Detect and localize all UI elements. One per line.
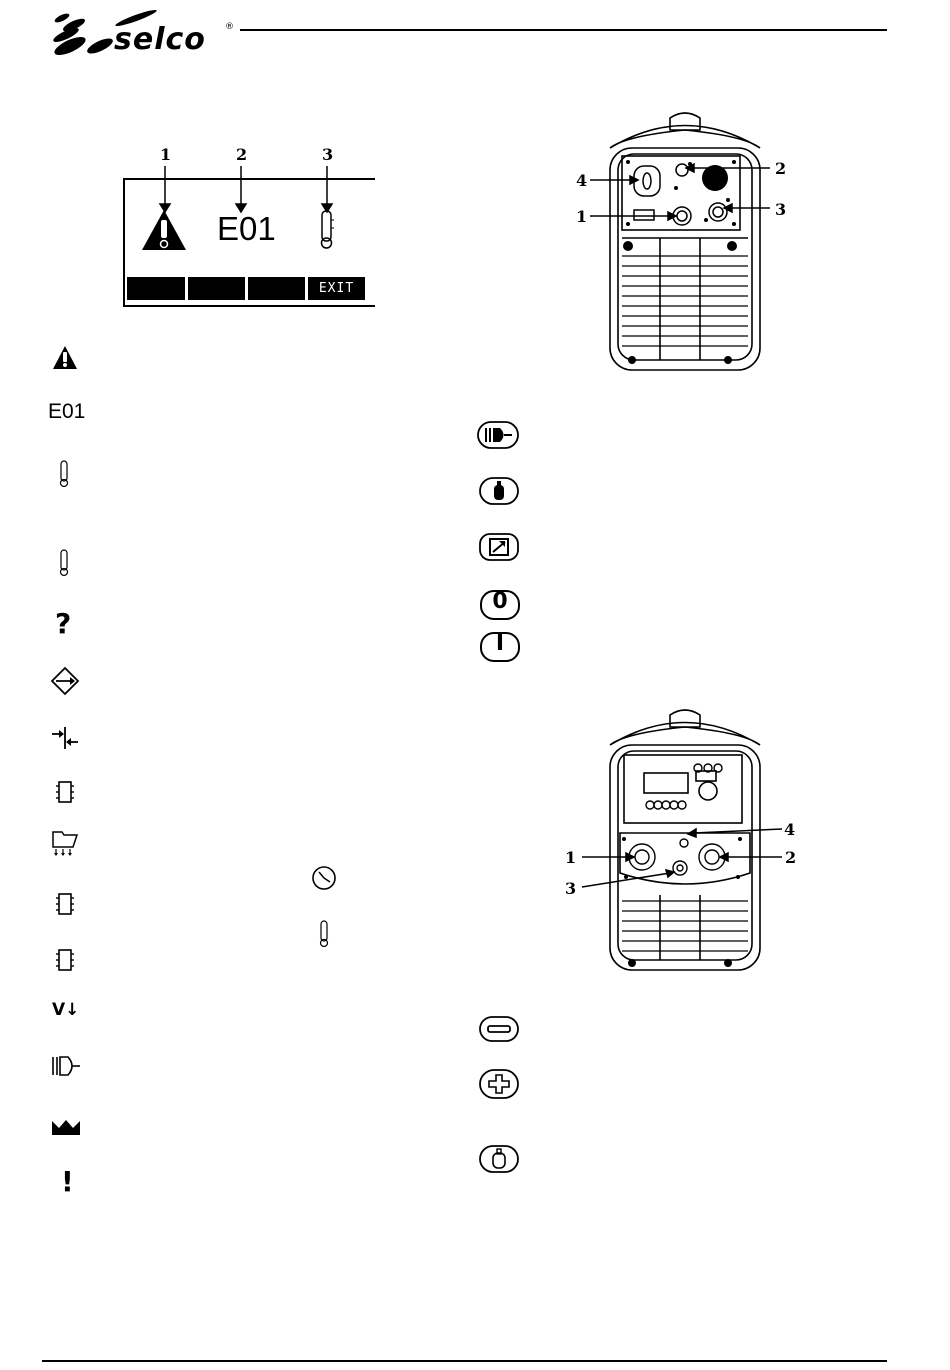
softkey-1[interactable]	[127, 277, 185, 300]
chip-icon-3	[55, 948, 75, 972]
softkey-2[interactable]	[188, 277, 245, 300]
softkey-3[interactable]	[248, 277, 305, 300]
footer-rule	[42, 1360, 887, 1362]
display-error-code: E01	[217, 210, 276, 247]
rear-callout-4: 4	[576, 171, 588, 190]
warning-icon	[52, 345, 78, 371]
mains-plug-symbol-icon	[476, 420, 520, 450]
cooling-unit-icon	[50, 829, 80, 857]
display-callout-2: 2	[236, 145, 248, 164]
exclamation-icon: !	[61, 1165, 74, 1198]
warning-triangle-icon	[140, 208, 188, 252]
chip-icon-2	[55, 892, 75, 916]
front-callout-3: 3	[565, 879, 577, 898]
front-callout-2: 2	[785, 848, 797, 867]
thermometer-icon	[316, 210, 338, 250]
crown-icon	[50, 1117, 82, 1137]
off-switch-label: 0	[492, 589, 508, 614]
header-rule	[240, 29, 887, 31]
display-callout-3: 3	[322, 145, 334, 164]
front-callout-1: 1	[565, 848, 577, 867]
remote-control-symbol-icon	[478, 532, 520, 562]
registered-mark: ®	[225, 22, 234, 32]
thermometer-small-icon	[58, 460, 70, 488]
gas-cylinder-symbol-icon	[478, 476, 520, 506]
rear-callout-3: 3	[775, 200, 787, 219]
thermometer-small-icon-3	[318, 920, 330, 948]
positive-terminal-symbol-icon	[478, 1068, 520, 1100]
plug-icon	[50, 1053, 82, 1079]
display-callout-1: 1	[160, 145, 172, 164]
arrows-inward-icon	[50, 725, 80, 751]
gas-outlet-symbol-icon	[478, 1144, 520, 1174]
softkey-exit-button[interactable]: EXIT	[308, 277, 365, 300]
negative-terminal-symbol-icon	[478, 1015, 520, 1043]
rear-callout-1: 1	[576, 207, 588, 226]
front-panel-illustration	[570, 705, 820, 977]
voltage-down-icon: V↓	[52, 1000, 80, 1020]
diamond-arrow-icon	[50, 666, 80, 696]
question-mark-icon: ?	[55, 607, 72, 640]
chip-icon	[55, 780, 75, 804]
thermometer-small-icon-2	[58, 549, 70, 577]
rear-callout-2: 2	[775, 159, 787, 178]
error-code-label: E01	[48, 400, 86, 423]
rear-panel-illustration	[570, 108, 820, 378]
front-callout-4: 4	[784, 820, 796, 839]
logo-text: selco	[114, 22, 206, 57]
clock-icon	[310, 864, 338, 892]
on-switch-label: I	[495, 631, 505, 656]
